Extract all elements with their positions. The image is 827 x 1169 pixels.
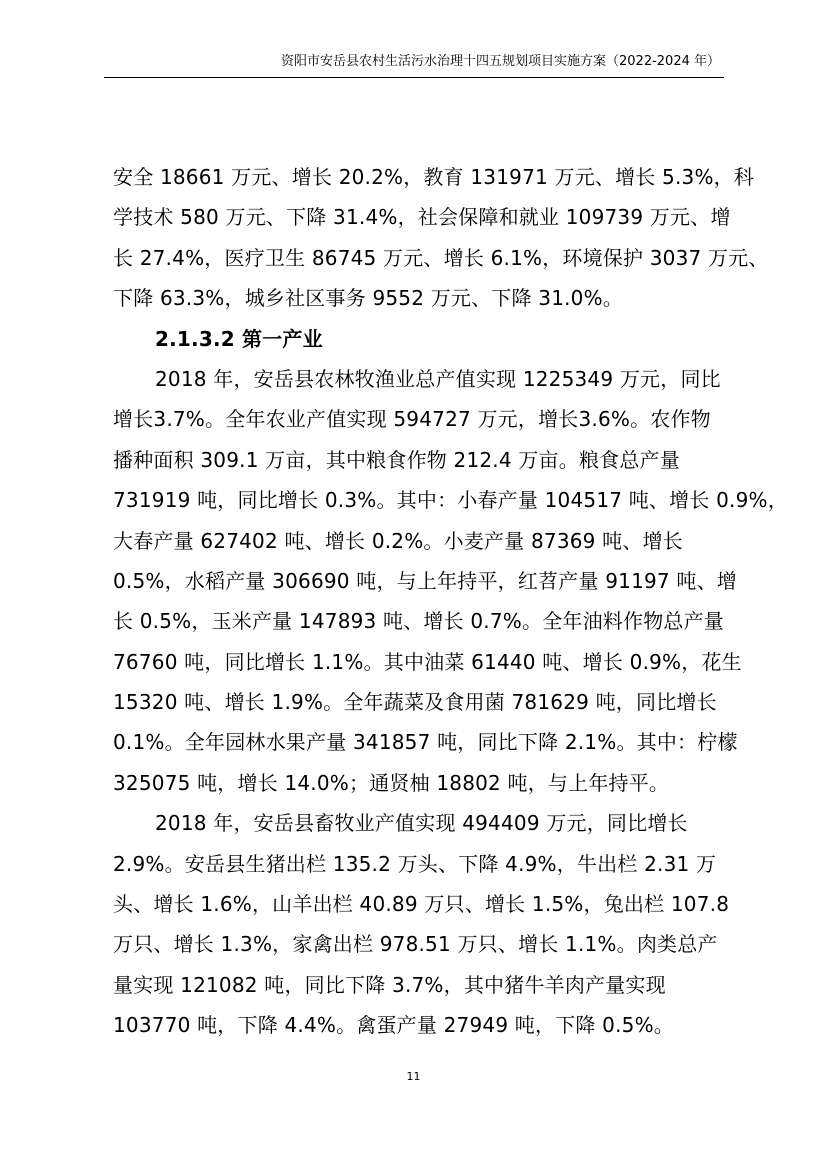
text-line: 大春产量 627402 吨、增长 0.2%。小麦产量 87369 吨、增长 xyxy=(113,528,683,553)
text-line: 103770 吨，下降 4.4%。禽蛋产量 27949 吨，下降 0.5%。 xyxy=(113,1013,674,1038)
text-line: 学技术 580 万元、下降 31.4%，社会保障和就业 109739 万元、增 xyxy=(113,205,731,230)
text-line: 长 0.5%，玉米产量 147893 吨、增长 0.7%。全年油料作物总产量 xyxy=(113,609,724,634)
header-rule xyxy=(104,77,724,78)
paragraph-start: 2018 年，安岳县农林牧渔业总产值实现 1225349 万元，同比 xyxy=(155,366,721,391)
text-line: 0.5%，水稻产量 306690 吨，与上年持平，红苕产量 91197 吨、增 xyxy=(113,568,738,593)
text-line: 万只、增长 1.3%，家禽出栏 978.51 万只、增长 1.1%。肉类总产 xyxy=(113,932,718,957)
text-line: 增长3.7%。全年农业产值实现 594727 万元，增长3.6%。农作物 xyxy=(113,407,711,432)
text-line: 0.1%。全年园林水果产量 341857 吨，同比下降 2.1%。其中：柠檬 xyxy=(113,730,738,755)
text-line: 量实现 121082 吨，同比下降 3.7%，其中猪牛羊肉产量实现 xyxy=(113,972,666,997)
text-line: 15320 吨、增长 1.9%。全年蔬菜及食用菌 781629 吨，同比增长 xyxy=(113,690,717,715)
text-line: 下降 63.3%，城乡社区事务 9552 万元、下降 31.0%。 xyxy=(113,286,623,311)
text-line: 播种面积 309.1 万亩，其中粮食作物 212.4 万亩。粮食总产量 xyxy=(113,447,680,472)
page-number: 11 xyxy=(406,1070,421,1083)
text-line: 76760 吨，同比增长 1.1%。其中油菜 61440 吨、增长 0.9%，花生 xyxy=(113,649,742,674)
running-header: 资阳市安岳县农村生活污水治理十四五规划项目实施方案（2022-2024 年） xyxy=(281,54,720,69)
text-line: 2.9%。安岳县生猪出栏 135.2 万头、下降 4.9%，牛出栏 2.31 万 xyxy=(113,851,717,876)
text-line: 325075 吨，增长 14.0%；通贤柚 18802 吨，与上年持平。 xyxy=(113,770,670,795)
text-line: 731919 吨，同比增长 0.3%。其中：小春产量 104517 吨、增长 0.9%， xyxy=(113,488,788,513)
text-line: 长 27.4%，医疗卫生 86745 万元、增长 6.1%，环境保护 3037 万元、 xyxy=(113,245,769,270)
paragraph-start: 2018 年，安岳县畜牧业产值实现 494409 万元，同比增长 xyxy=(155,811,688,836)
document-body xyxy=(113,157,788,1046)
section-heading: 2.1.3.2 第一产业 xyxy=(155,326,323,351)
text-line: 安全 18661 万元、增长 20.2%，教育 131971 万元、增长 5.3%，科 xyxy=(113,165,755,189)
text-line: 头、增长 1.6%，山羊出栏 40.89 万只、增长 1.5%，兔出栏 107.8 xyxy=(113,892,730,917)
